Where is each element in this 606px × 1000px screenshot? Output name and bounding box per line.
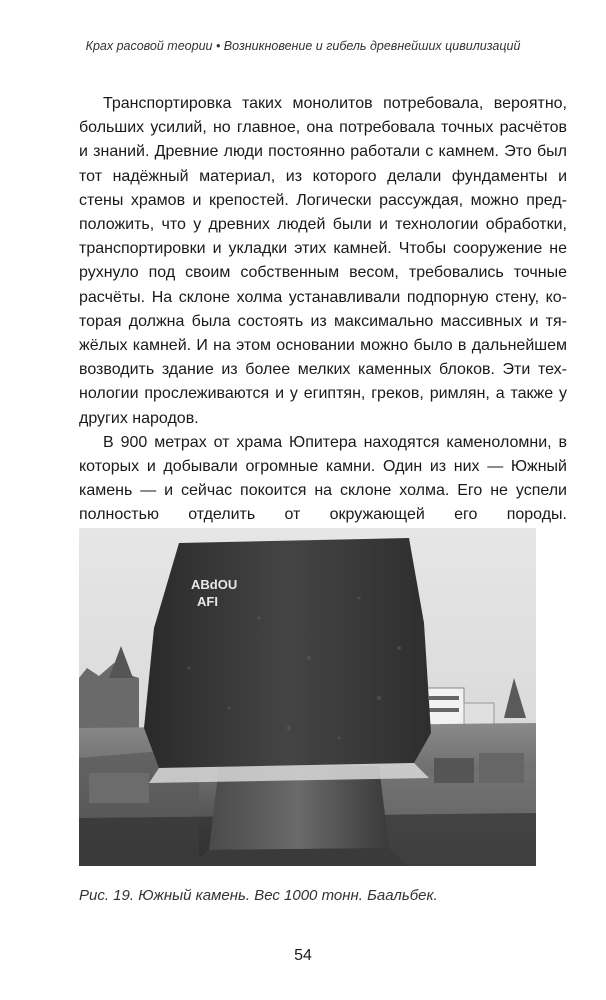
paragraph-2: В 900 метрах от храма Юпитера находятся каменоломни, в которых и добывали огромные камни. Один из них — Южный камень — и сейчас покоится на склоне холма. Его не успели полностью отделить от окружающей его породы. — [79, 433, 567, 524]
figure-caption: Рис. 19. Южный камень. Вес 1000 тонн. Баальбек. — [79, 887, 438, 904]
graffiti-line-1: ABdOU — [191, 577, 238, 592]
paragraph-1: Транспортировка таких монолитов потребовала, вероятно, больших усилий, но главное, она потребовала точных расчётов и знаний. Древние люди постоянно работали с камнем. Это был тот надёжный материал, из которого делали фундаменты и стены храмов и крепостей. Логически рассуждая, можно предположить, что у древних людей были и технологии обработки, транспортировки и укладки этих камней. Чтобы сооружение не рухнуло под своим собственным весом, требовались точные расчёты. На склоне холма устанавливали подпорную стену, которая должна была состоять из максимально массивных и тяжёлых камней. И на этом основании можно было в дальнейшем возводить здание из более мелких каменных блоков. Эти технологии прослеживаются и у египтян, греков, римлян, а также у других народов. — [79, 95, 567, 427]
page-number: 54 — [294, 947, 312, 964]
photo-southern-stone — [79, 528, 536, 866]
graffiti-line-2: AFI — [197, 594, 218, 609]
running-header: Крах расовой теории • Возникновение и гибель древнейших цивилизаций — [85, 39, 521, 53]
body-text — [79, 92, 567, 552]
photo-illustration — [79, 528, 536, 866]
